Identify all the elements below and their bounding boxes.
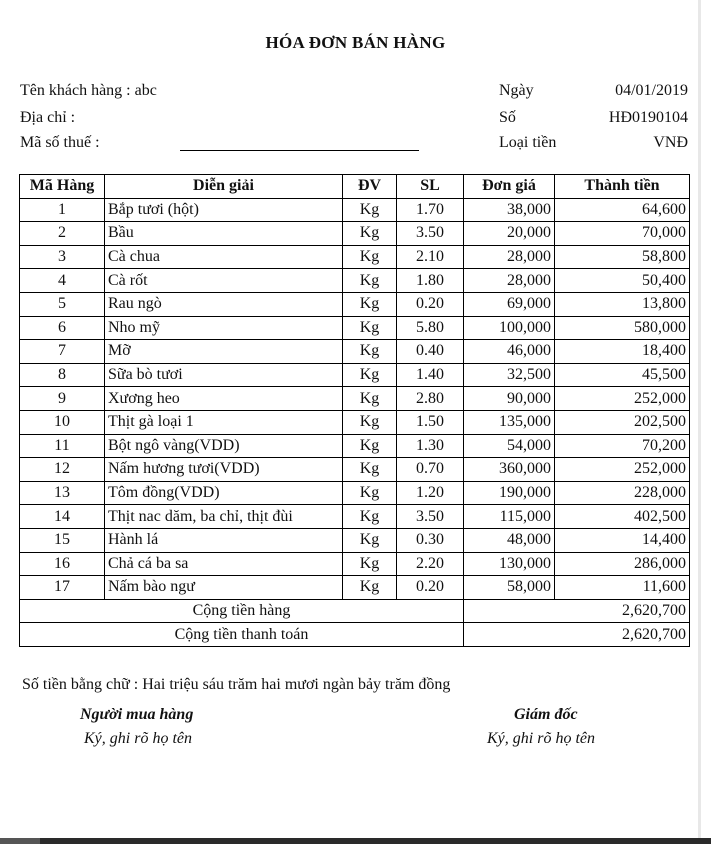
item-unit: Kg xyxy=(343,222,397,246)
subtotal-label: Cộng tiền hàng xyxy=(20,599,464,623)
invoice-title: HÓA ĐƠN BÁN HÀNG xyxy=(265,33,446,52)
item-code: 3 xyxy=(20,245,105,269)
item-code: 11 xyxy=(20,434,105,458)
item-amount: 202,500 xyxy=(555,410,690,434)
item-quantity: 0.40 xyxy=(397,340,464,364)
item-description: Tôm đồng(VDD) xyxy=(105,481,343,505)
table-row xyxy=(20,481,690,505)
table-row xyxy=(20,387,690,411)
item-amount: 58,800 xyxy=(555,245,690,269)
item-amount: 252,000 xyxy=(555,458,690,482)
item-unit-price: 28,000 xyxy=(464,245,555,269)
item-unit: Kg xyxy=(343,505,397,529)
item-quantity: 0.70 xyxy=(397,458,464,482)
item-amount: 228,000 xyxy=(555,481,690,505)
item-quantity: 1.50 xyxy=(397,410,464,434)
item-code: 14 xyxy=(20,505,105,529)
customer-address: Địa chỉ : xyxy=(20,109,76,126)
table-row xyxy=(20,198,690,222)
invoice-number-value: HĐ0190104 xyxy=(608,109,688,126)
item-quantity: 3.50 xyxy=(397,505,464,529)
item-amount: 580,000 xyxy=(555,316,690,340)
item-unit-price: 130,000 xyxy=(464,552,555,576)
item-quantity: 2.80 xyxy=(397,387,464,411)
item-quantity: 2.20 xyxy=(397,552,464,576)
item-code: 15 xyxy=(20,528,105,552)
director-signature-note: Ký, ghi rõ họ tên xyxy=(487,730,595,747)
item-quantity: 1.40 xyxy=(397,363,464,387)
subtotal-row xyxy=(20,599,690,623)
item-unit: Kg xyxy=(343,269,397,293)
total-row xyxy=(20,623,690,647)
table-header-row xyxy=(20,175,690,199)
date-value: 04/01/2019 xyxy=(615,82,688,99)
item-unit: Kg xyxy=(343,316,397,340)
item-code: 17 xyxy=(20,576,105,600)
table-row xyxy=(20,222,690,246)
item-code: 16 xyxy=(20,552,105,576)
table-row xyxy=(20,245,690,269)
header-quantity: SL xyxy=(397,175,464,199)
item-unit: Kg xyxy=(343,245,397,269)
item-amount: 45,500 xyxy=(555,363,690,387)
currency-value: VNĐ xyxy=(653,134,688,151)
item-code: 12 xyxy=(20,458,105,482)
item-description: Xương heo xyxy=(105,387,343,411)
item-quantity: 0.30 xyxy=(397,528,464,552)
item-unit: Kg xyxy=(343,387,397,411)
item-description: Bắp tươi (hột) xyxy=(105,198,343,222)
item-amount: 50,400 xyxy=(555,269,690,293)
item-unit-price: 58,000 xyxy=(464,576,555,600)
item-description: Mỡ xyxy=(105,340,343,364)
page-edge-shadow xyxy=(698,0,701,844)
item-unit: Kg xyxy=(343,434,397,458)
item-amount: 70,000 xyxy=(555,222,690,246)
item-code: 7 xyxy=(20,340,105,364)
item-unit-price: 100,000 xyxy=(464,316,555,340)
item-description: Thịt gà loại 1 xyxy=(105,410,343,434)
item-unit-price: 38,000 xyxy=(464,198,555,222)
item-code: 1 xyxy=(20,198,105,222)
item-unit: Kg xyxy=(343,292,397,316)
item-description: Thịt nac dăm, ba chỉ, thịt đùi xyxy=(105,505,343,529)
item-unit: Kg xyxy=(343,410,397,434)
customer-name: Tên khách hàng : abc xyxy=(20,82,157,99)
customer-tax-code: Mã số thuế : xyxy=(20,134,100,151)
item-quantity: 2.10 xyxy=(397,245,464,269)
table-row xyxy=(20,552,690,576)
item-unit: Kg xyxy=(343,458,397,482)
item-description: Chả cá ba sa xyxy=(105,552,343,576)
item-unit-price: 360,000 xyxy=(464,458,555,482)
item-unit-price: 46,000 xyxy=(464,340,555,364)
subtotal-value: 2,620,700 xyxy=(464,599,690,623)
item-code: 2 xyxy=(20,222,105,246)
item-amount: 252,000 xyxy=(555,387,690,411)
item-code: 4 xyxy=(20,269,105,293)
item-quantity: 1.80 xyxy=(397,269,464,293)
item-code: 9 xyxy=(20,387,105,411)
item-unit-price: 90,000 xyxy=(464,387,555,411)
item-quantity: 1.30 xyxy=(397,434,464,458)
item-description: Bột ngô vàng(VDD) xyxy=(105,434,343,458)
item-unit-price: 32,500 xyxy=(464,363,555,387)
item-amount: 286,000 xyxy=(555,552,690,576)
item-quantity: 5.80 xyxy=(397,316,464,340)
item-code: 10 xyxy=(20,410,105,434)
item-quantity: 0.20 xyxy=(397,576,464,600)
item-unit-price: 54,000 xyxy=(464,434,555,458)
amount-in-words: Số tiền bằng chữ : Hai triệu sáu trăm hai mươi ngàn bảy trăm đồng xyxy=(22,676,451,693)
total-value: 2,620,700 xyxy=(464,623,690,647)
table-row xyxy=(20,316,690,340)
buyer-signature-title: Người mua hàng xyxy=(80,706,194,723)
table-row xyxy=(20,434,690,458)
buyer-signature-note: Ký, ghi rõ họ tên xyxy=(84,730,192,747)
item-amount: 18,400 xyxy=(555,340,690,364)
item-amount: 70,200 xyxy=(555,434,690,458)
item-description: Rau ngò xyxy=(105,292,343,316)
item-unit-price: 190,000 xyxy=(464,481,555,505)
header-item-code: Mã Hàng xyxy=(20,175,105,199)
item-quantity: 1.20 xyxy=(397,481,464,505)
item-description: Cà chua xyxy=(105,245,343,269)
item-unit: Kg xyxy=(343,340,397,364)
invoice-items-table xyxy=(19,174,690,647)
item-quantity: 3.50 xyxy=(397,222,464,246)
item-quantity: 0.20 xyxy=(397,292,464,316)
header-unit-price: Đơn giá xyxy=(464,175,555,199)
item-unit: Kg xyxy=(343,198,397,222)
table-row xyxy=(20,576,690,600)
item-unit-price: 115,000 xyxy=(464,505,555,529)
item-unit-price: 28,000 xyxy=(464,269,555,293)
item-unit-price: 69,000 xyxy=(464,292,555,316)
table-row xyxy=(20,458,690,482)
item-description: Sữa bò tươi xyxy=(105,363,343,387)
item-unit: Kg xyxy=(343,363,397,387)
item-code: 5 xyxy=(20,292,105,316)
tax-code-underline xyxy=(180,150,419,151)
header-unit: ĐV xyxy=(343,175,397,199)
table-row xyxy=(20,505,690,529)
table-row xyxy=(20,269,690,293)
item-quantity: 1.70 xyxy=(397,198,464,222)
header-amount: Thành tiền xyxy=(555,175,690,199)
item-unit: Kg xyxy=(343,481,397,505)
total-label: Cộng tiền thanh toán xyxy=(20,623,464,647)
item-description: Cà rốt xyxy=(105,269,343,293)
item-unit-price: 48,000 xyxy=(464,528,555,552)
bottom-window-bar xyxy=(0,838,711,844)
table-row xyxy=(20,340,690,364)
item-amount: 13,800 xyxy=(555,292,690,316)
item-description: Bầu xyxy=(105,222,343,246)
director-signature-title: Giám đốc xyxy=(514,706,578,723)
item-amount: 14,400 xyxy=(555,528,690,552)
table-row xyxy=(20,292,690,316)
date-label: Ngày xyxy=(499,82,534,99)
item-amount: 402,500 xyxy=(555,505,690,529)
item-unit-price: 20,000 xyxy=(464,222,555,246)
item-amount: 64,600 xyxy=(555,198,690,222)
item-unit-price: 135,000 xyxy=(464,410,555,434)
item-amount: 11,600 xyxy=(555,576,690,600)
item-code: 6 xyxy=(20,316,105,340)
item-description: Nấm hương tươi(VDD) xyxy=(105,458,343,482)
item-description: Hành lá xyxy=(105,528,343,552)
table-row xyxy=(20,410,690,434)
currency-label: Loại tiền xyxy=(499,134,557,151)
item-unit: Kg xyxy=(343,576,397,600)
table-row xyxy=(20,528,690,552)
item-code: 13 xyxy=(20,481,105,505)
item-unit: Kg xyxy=(343,528,397,552)
item-description: Nho mỹ xyxy=(105,316,343,340)
item-code: 8 xyxy=(20,363,105,387)
item-unit: Kg xyxy=(343,552,397,576)
invoice-number-label: Số xyxy=(499,109,516,126)
table-row xyxy=(20,363,690,387)
header-description: Diễn giải xyxy=(105,175,343,199)
item-description: Nấm bào ngư xyxy=(105,576,343,600)
